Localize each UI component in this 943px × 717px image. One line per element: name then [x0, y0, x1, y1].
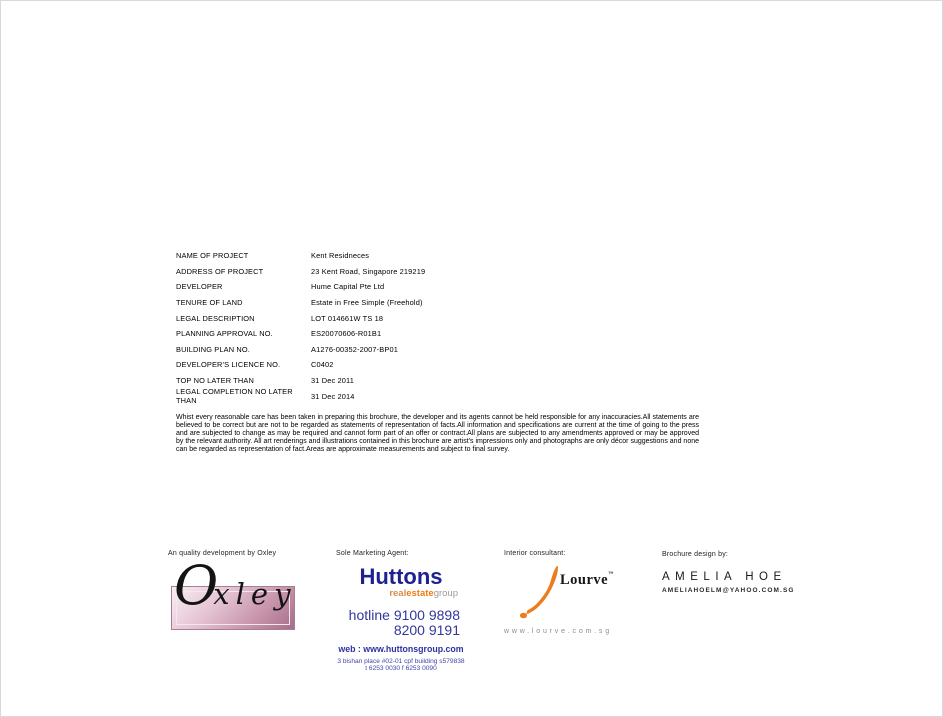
- row-value: Estate in Free Simple (Freehold): [311, 298, 423, 308]
- lourve-swoosh-icon: [518, 564, 566, 620]
- lourve-logo: [504, 560, 629, 622]
- row-label: LEGAL COMPLETION NO LATER THAN: [176, 387, 293, 406]
- hotline-numbers: [336, 608, 466, 638]
- brochure-designer-section: [662, 551, 802, 594]
- row-label: BUILDING PLAN NO.: [176, 344, 251, 354]
- row-value: LOT 014661W TS 18: [311, 313, 384, 323]
- row-value: ES20070606-R01B1: [311, 329, 382, 339]
- table-row: [176, 264, 425, 280]
- row-label: NAME OF PROJECT: [176, 251, 249, 261]
- table-row: [176, 388, 425, 404]
- brochure-designer-header: Brochure design by:: [662, 551, 729, 558]
- project-info-table: [176, 248, 425, 404]
- row-label: LEGAL DESCRIPTION: [176, 313, 255, 323]
- designer-name: AMELIA HOE: [662, 571, 787, 583]
- table-row: [176, 342, 425, 358]
- tagline-group: group: [433, 588, 458, 599]
- table-row: [176, 248, 425, 264]
- table-row: [176, 326, 425, 342]
- oxley-initial: O: [174, 554, 219, 617]
- row-value: Kent Residneces: [311, 251, 370, 261]
- row-value: 31 Dec 2014: [311, 391, 355, 401]
- disclaimer-text: Whist every reasonable care has been taken in preparing this brochure, the developer and its agents cannot be held responsible for any inaccuracies.All statements are believed to be correct but are not to be regarded as statements of representation of facts.All information and specifications are current at the time of going to the press and are subjected to change as may be required and cannot form part of an offer or contract.All plans are subjected to any amendments approved or may be approved by the relevant authority. All art renderings and illustrations contained in this brochure are artist's impressions only and photographs are only décor suggestions and none can be regarded as representation of fact.Areas are approximate measurements and subject to final survey.: [176, 414, 699, 453]
- designer-email: AMELIAHOELM@YAHOO.COM.SG: [662, 587, 795, 594]
- hotline-line2: 8200 9191: [393, 622, 460, 638]
- developer-header: An quality development by Oxley: [168, 550, 277, 557]
- huttons-phone-fax: t 6253 0030 f 6253 0090: [365, 665, 437, 672]
- row-value: 31 Dec 2011: [311, 376, 355, 386]
- table-row: [176, 279, 425, 295]
- interior-consultant-header: Interior consultant:: [504, 550, 566, 557]
- row-label: DEVELOPER: [176, 282, 223, 292]
- marketing-agent-section: [336, 550, 466, 672]
- row-value: A1276-00352-2007-BP01: [311, 344, 398, 354]
- row-label: PLANNING APPROVAL NO.: [176, 329, 273, 339]
- tagline-estate: estate: [406, 588, 434, 599]
- row-label: TENURE OF LAND: [176, 298, 243, 308]
- row-value: Hume Capital Pte Ltd: [311, 282, 385, 292]
- marketing-agent-header: Sole Marketing Agent:: [336, 550, 409, 557]
- row-label: ADDRESS OF PROJECT: [176, 266, 264, 276]
- lourve-brand-text: Lourve: [560, 572, 609, 588]
- huttons-logo: Huttons: [359, 564, 443, 589]
- huttons-website: web : www.huttonsgroup.com: [338, 644, 464, 654]
- row-label: DEVELOPER'S LICENCE NO.: [176, 360, 281, 370]
- table-row: [176, 373, 425, 389]
- interior-consultant-section: [504, 550, 629, 635]
- tagline-real: real: [389, 588, 407, 599]
- table-row: [176, 295, 425, 311]
- table-row: [176, 357, 425, 373]
- row-label: TOP NO LATER THAN: [176, 376, 254, 386]
- trademark-symbol: ™: [608, 572, 614, 577]
- huttons-address: 3 bishan place #02-01 cpf building s579838: [337, 658, 465, 665]
- row-value: 23 Kent Road, Singapore 219219: [311, 266, 426, 276]
- developer-section: [168, 550, 298, 617]
- oxley-rest: xley: [213, 577, 297, 611]
- oxley-logo-wordmark: [174, 554, 297, 617]
- lourve-wordmark: [560, 572, 614, 589]
- row-value: C0402: [311, 360, 334, 370]
- table-row: [176, 310, 425, 326]
- lourve-website: www.lourve.com.sg: [504, 628, 612, 635]
- huttons-tagline: [336, 588, 466, 599]
- hotline-line1: hotline 9100 9898: [348, 607, 460, 623]
